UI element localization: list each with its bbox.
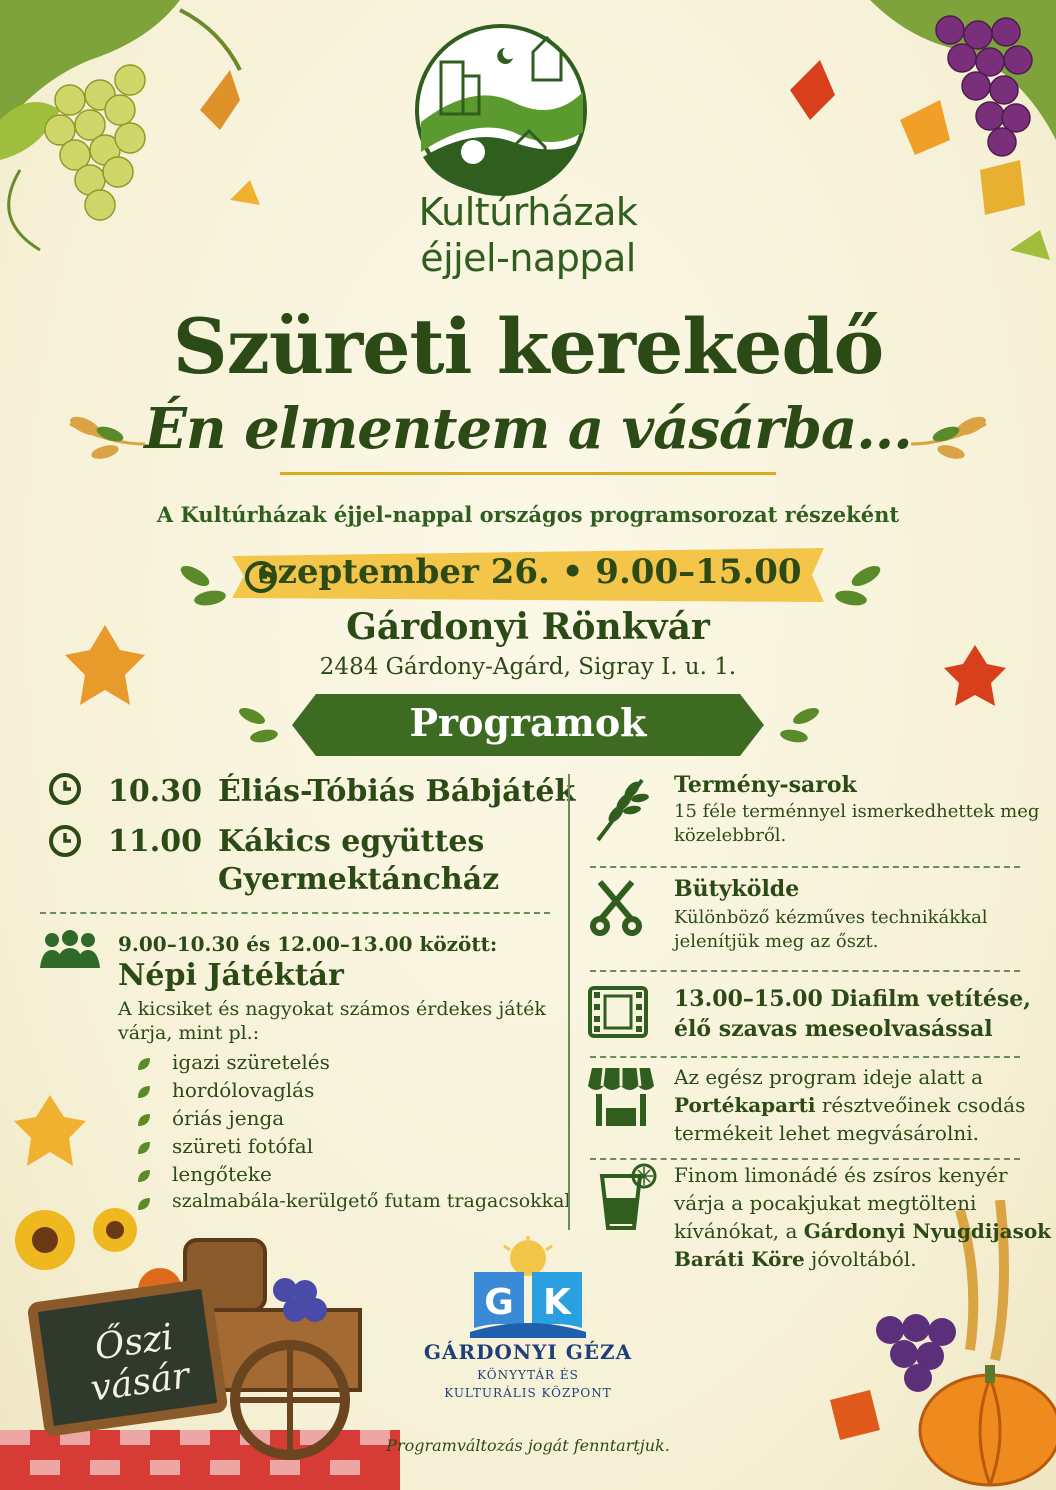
column-divider	[568, 774, 570, 1230]
portekaparti-bold: Portékaparti	[674, 1093, 816, 1117]
venue-name: Gárdonyi Rönkvár	[346, 606, 710, 648]
people-icon	[38, 930, 102, 970]
disclaimer: Programváltozás jogát fenntartjuk.	[386, 1436, 670, 1455]
wheat-icon	[588, 774, 652, 844]
list-item: igazi szüretelés	[172, 1050, 330, 1074]
brand-line-2: éjjel-nappal	[420, 236, 636, 280]
leaf-left-low-decoration	[10, 1090, 90, 1170]
board-line-2: vásár	[88, 1355, 192, 1410]
limonade-bold-1: Gárdonyi Nyugdijasok	[803, 1219, 1052, 1243]
divider	[590, 970, 1020, 972]
butykolde-line-1: Különböző kézműves technikákkal	[674, 907, 988, 928]
svg-text:K: K	[543, 1282, 571, 1323]
event-time: 11.00	[108, 824, 202, 859]
list-item: lengőteke	[172, 1162, 272, 1186]
market-stall-icon	[588, 1064, 654, 1130]
event-name: Kákics együttes	[218, 824, 485, 859]
laurel-banner-left	[224, 700, 294, 750]
portekaparti-line-1: Az egész program ideje alatt a	[674, 1065, 984, 1089]
leaf-bullet-icon	[136, 1140, 152, 1156]
event-datetime: szeptember 26. • 9.00–15.00	[258, 552, 802, 592]
list-item: óriás jenga	[172, 1106, 285, 1130]
portekaparti-line-2	[674, 1092, 1025, 1119]
list-item: szalmabála-kerülgető futam tragacsokkal	[172, 1190, 571, 1212]
divider	[590, 866, 1020, 868]
ggk-logo	[470, 1236, 586, 1338]
termeny-title: Termény-sarok	[674, 772, 857, 798]
limonade-line-3a: kívánókat, a	[674, 1219, 804, 1243]
leaf-left-decoration	[60, 620, 150, 710]
diafilm-line-2: élő szavas meseolvasással	[674, 1016, 993, 1042]
leaf-bullet-icon	[136, 1084, 152, 1100]
leaf-bullet-icon	[136, 1196, 152, 1212]
termeny-line-1: 15 féle terménnyel ismerkedhettek meg	[674, 801, 1040, 822]
butykolde-title: Bütykölde	[674, 876, 800, 902]
diafilm-line-1: 13.00–15.00 Diafilm vetítése,	[674, 986, 1031, 1012]
film-strip-icon	[588, 986, 648, 1038]
lemonade-glass-icon	[594, 1162, 664, 1232]
gold-divider	[280, 472, 776, 475]
leaf-bullet-icon	[136, 1056, 152, 1072]
divider	[40, 912, 550, 914]
divider	[590, 1158, 1020, 1160]
org-subtitle-2: KULTURÁLIS KÖZPONT	[444, 1386, 612, 1400]
programs-heading: Programok	[409, 700, 647, 745]
intro-text: A Kultúrházak éjjel-nappal országos programsorozat részeként	[156, 502, 900, 527]
limonade-line-3	[674, 1218, 1051, 1245]
svg-text:G: G	[484, 1282, 514, 1323]
brand-line-1: Kultúrházak	[418, 190, 638, 234]
event-time: 10.30	[108, 774, 202, 809]
grapes-top-left-decoration	[0, 0, 260, 300]
portekaparti-line-3: termékeit lehet megvásárolni.	[674, 1121, 979, 1145]
list-item: hordólovaglás	[172, 1078, 315, 1102]
portekaparti-rest: résztveőinek csodás	[815, 1093, 1026, 1117]
board-line-1: Őszi	[92, 1316, 176, 1369]
termeny-line-2: közelebbről.	[674, 825, 787, 846]
event-name-line-2: Gyermektáncház	[218, 862, 500, 897]
venue-address: 2484 Gárdony-Agárd, Sigray I. u. 1.	[319, 654, 737, 680]
games-desc-line-2: várja, mint pl.:	[118, 1022, 260, 1044]
games-desc-line-1: A kicsiket és nagyokat számos érdekes játék	[118, 998, 546, 1020]
butykolde-line-2: jelenítjük meg az őszt.	[674, 931, 879, 952]
event-name: Éliás-Tóbiás Bábjáték	[218, 774, 576, 809]
divider	[590, 1056, 1020, 1058]
org-subtitle-1: KÖNYYTÁR ÉS	[477, 1368, 579, 1382]
leaf-bullet-icon	[136, 1168, 152, 1184]
main-title: Szüreti kerekedő	[172, 302, 884, 391]
org-name: GÁRDONYI GÉZA	[423, 1340, 633, 1364]
laurel-left-decoration	[60, 404, 150, 464]
leaf-bullet-icon	[136, 1112, 152, 1128]
limonade-line-1: Finom limonádé és zsíros kenyér	[674, 1163, 1008, 1187]
limonade-line-4	[674, 1246, 917, 1273]
limonade-bold-2: Baráti Köre	[674, 1247, 805, 1271]
scissors-icon	[590, 876, 642, 936]
grapes-top-right-decoration	[780, 0, 1056, 300]
list-item: szüreti fotófal	[172, 1134, 314, 1158]
clock-icon	[48, 772, 82, 806]
games-title: Népi Játéktár	[118, 958, 344, 993]
subtitle: Én elmentem a vásárba...	[144, 396, 912, 462]
leaf-right-decoration	[940, 640, 1010, 710]
kulturhazak-logo	[413, 22, 589, 198]
clock-icon	[48, 824, 82, 858]
limonade-line-2: várja a pocakjukat megtölteni	[674, 1191, 977, 1215]
laurel-banner-right	[764, 700, 834, 750]
laurel-right-decoration	[906, 404, 996, 464]
limonade-line-4b: jóvoltából.	[804, 1247, 917, 1271]
games-time: 9.00–10.30 és 12.00–13.00 között:	[118, 932, 498, 956]
